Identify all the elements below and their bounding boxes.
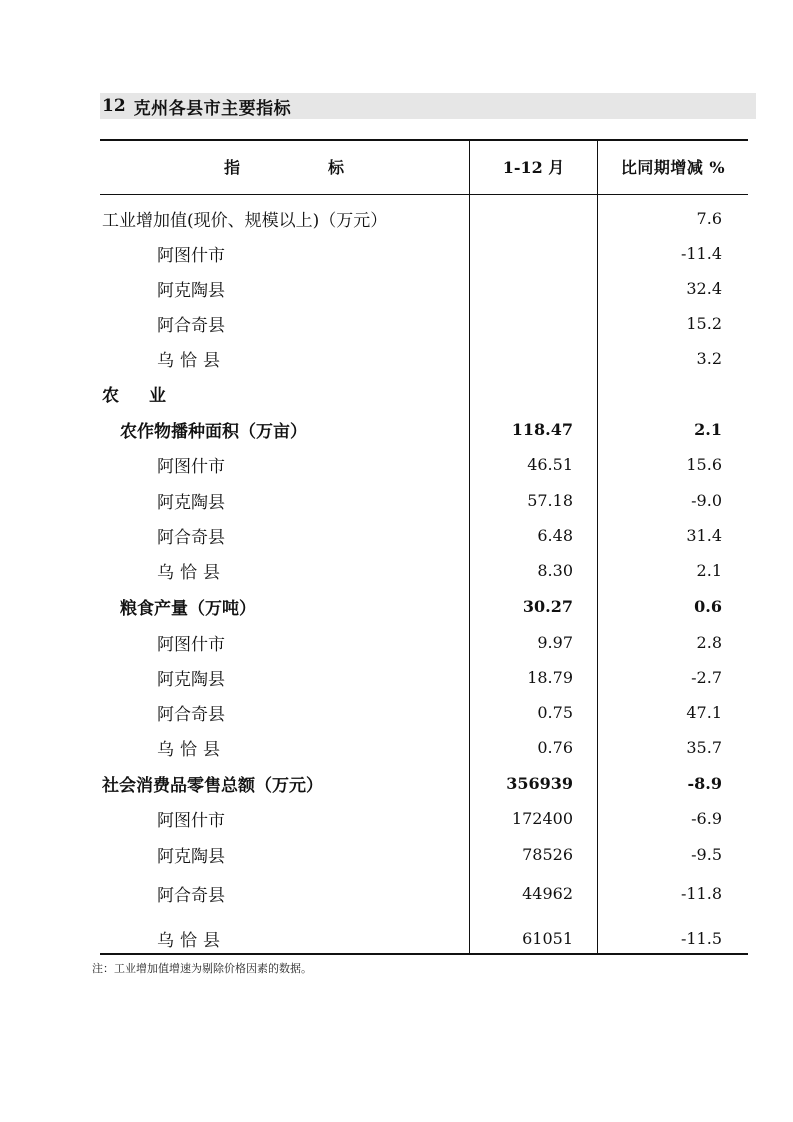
table-row (100, 201, 748, 236)
table-row (100, 837, 748, 872)
row-label: 粮食产量（万吨） (120, 599, 256, 619)
table-number: 12 (102, 96, 126, 116)
row-change: 31.4 (686, 526, 722, 545)
row-value (470, 236, 573, 271)
row-value: 118.47 (511, 420, 573, 439)
row-label: 乌恰县 (157, 740, 226, 760)
row-value (470, 376, 573, 411)
header-period: 1-12 月 (502, 158, 565, 177)
table-row (100, 553, 748, 588)
row-change (598, 376, 722, 411)
table-footnote: 注：工业增加值增速为剔除价格因素的数据。 (92, 962, 312, 975)
row-value (470, 341, 573, 376)
row-change: -6.9 (691, 809, 722, 828)
row-label: 阿图什市 (157, 246, 225, 266)
table-row (100, 695, 748, 730)
row-label: 农作物播种面积（万亩） (120, 422, 307, 442)
header-indicator-char-1: 指 (224, 158, 241, 177)
row-label: 阿合奇县 (157, 528, 225, 548)
row-change: 3.2 (696, 349, 722, 368)
row-change: 7.6 (696, 209, 722, 228)
table-row (100, 518, 748, 553)
row-change: -9.5 (691, 845, 722, 864)
row-change: -11.4 (680, 244, 722, 263)
row-change: 47.1 (686, 703, 722, 722)
row-change: -11.8 (680, 884, 722, 903)
header-change: 比同期增减 % (620, 158, 726, 177)
row-value: 78526 (522, 845, 573, 864)
row-value: 9.97 (537, 633, 573, 652)
table-row (100, 660, 748, 695)
table-header-rule (100, 194, 748, 195)
row-value (470, 201, 573, 236)
row-change: 2.1 (696, 561, 722, 580)
table-row (100, 876, 748, 911)
row-label: 乌恰县 (157, 930, 226, 951)
table-row (100, 589, 748, 624)
row-value: 61051 (522, 928, 573, 948)
row-change: 0.6 (694, 597, 722, 616)
row-value: 356939 (506, 774, 573, 793)
table-row (100, 801, 748, 836)
table-row (100, 923, 748, 953)
row-value: 30.27 (522, 597, 573, 616)
table-row (100, 447, 748, 482)
row-value: 57.18 (527, 491, 573, 510)
table-row (100, 412, 748, 447)
table-row (100, 271, 748, 306)
row-label: 阿合奇县 (157, 705, 225, 725)
table-title: 克州各县市主要指标 (133, 98, 292, 119)
table-bottom-rule (100, 953, 748, 955)
row-change: 2.8 (696, 633, 722, 652)
row-value (470, 306, 573, 341)
row-label: 工业增加值(现价、规模以上)（万元） (102, 211, 388, 231)
row-label: 阿图什市 (157, 635, 225, 655)
row-change: 15.6 (686, 455, 722, 474)
table-row (100, 730, 748, 765)
row-value: 6.48 (537, 526, 573, 545)
row-change: -2.7 (691, 668, 722, 687)
row-change: -9.0 (691, 491, 722, 510)
row-value: 8.30 (537, 561, 573, 580)
row-value: 44962 (522, 884, 573, 903)
table-row (100, 625, 748, 660)
row-value: 18.79 (527, 668, 573, 687)
row-label: 乌恰县 (157, 351, 226, 371)
row-label: 阿合奇县 (157, 316, 225, 336)
row-change: -11.5 (680, 928, 722, 948)
row-label: 阿克陶县 (157, 281, 225, 301)
row-value (470, 271, 573, 306)
row-change: 15.2 (686, 314, 722, 333)
table-row (100, 341, 748, 376)
table-row (100, 306, 748, 341)
table-title-bar (100, 93, 756, 119)
row-label: 阿图什市 (157, 811, 225, 831)
row-label: 阿克陶县 (157, 847, 225, 867)
row-change: 32.4 (686, 279, 722, 298)
row-label: 乌恰县 (157, 563, 226, 583)
row-label: 阿图什市 (157, 457, 225, 477)
table-row (100, 766, 748, 801)
table-row (100, 483, 748, 518)
row-value: 0.75 (537, 703, 573, 722)
row-change: -8.9 (687, 774, 722, 793)
row-value: 172400 (511, 809, 573, 828)
row-label: 阿克陶县 (157, 670, 225, 690)
table-row (100, 376, 748, 411)
row-value: 46.51 (527, 455, 573, 474)
table-row (100, 236, 748, 271)
header-indicator-char-2: 标 (328, 158, 345, 177)
row-change: 35.7 (686, 738, 722, 757)
row-value: 0.76 (537, 738, 573, 757)
row-label: 阿合奇县 (157, 886, 225, 906)
row-label: 阿克陶县 (157, 493, 225, 513)
row-label: 社会消费品零售总额（万元） (102, 776, 323, 796)
row-label: 农业 (102, 386, 196, 406)
row-change: 2.1 (694, 420, 722, 439)
